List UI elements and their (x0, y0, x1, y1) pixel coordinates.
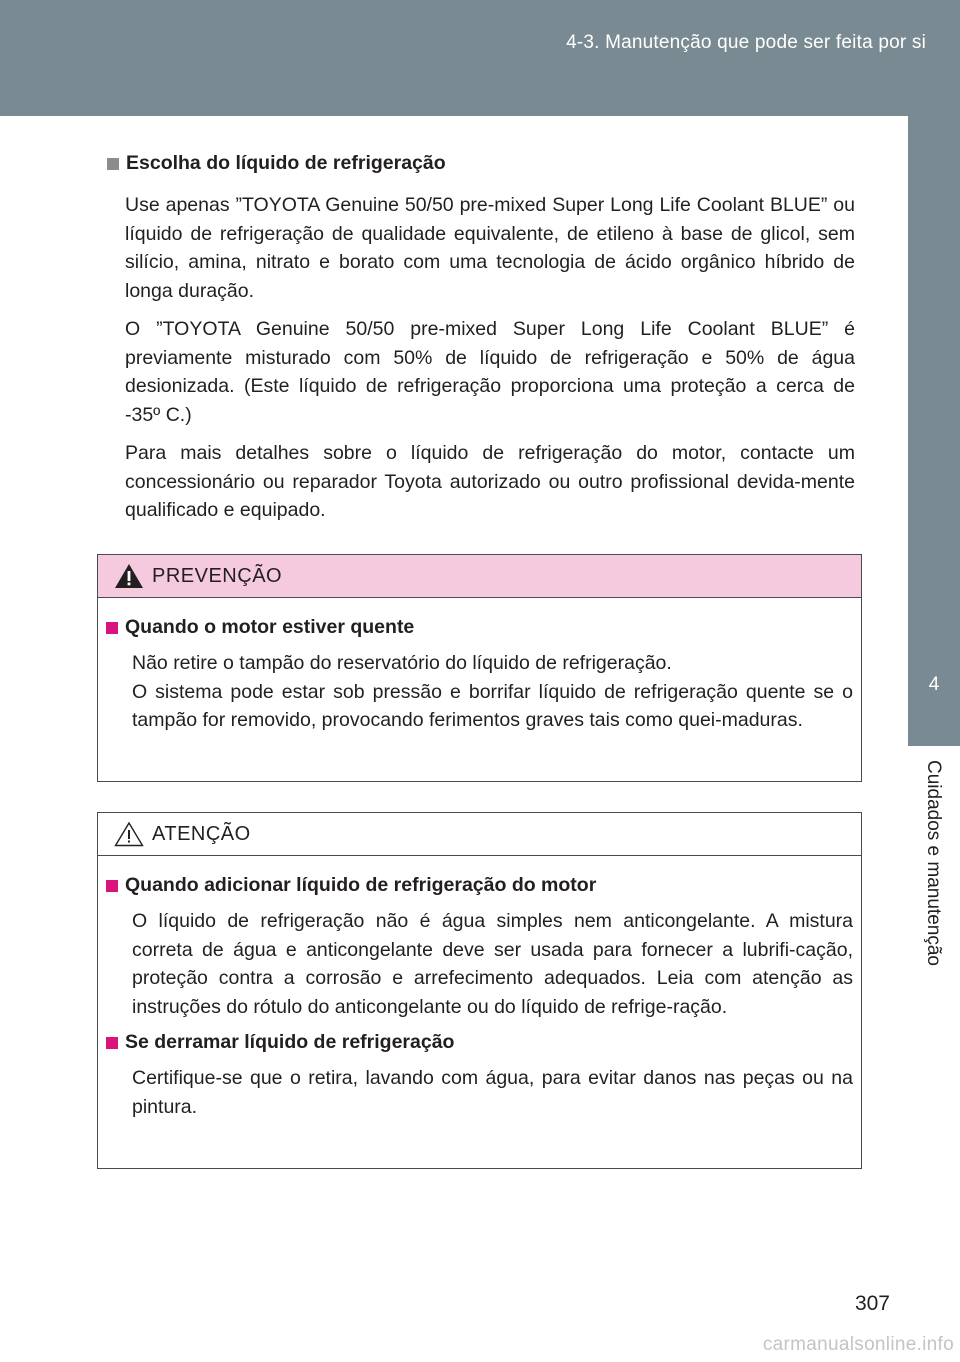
caution-heading-text: Quando adicionar líquido de refrigeração do motor (125, 874, 597, 896)
section-title: 4-3. Manutenção que pode ser feita por si (566, 32, 926, 53)
caution-box-title: ATENÇÃO (152, 822, 251, 845)
square-bullet-icon (106, 622, 118, 634)
warning-paragraph: Não retire o tampão do reservatório do líquido de refrigeração. O sistema pode estar sob pressão e borrifar líquido de refrigeração quente se o tampão for removido, provocando ferimentos graves tais como quei-maduras. (132, 652, 853, 731)
section-heading (107, 152, 855, 175)
chapter-number: 4 (928, 674, 940, 695)
warning-triangle-icon (114, 563, 144, 589)
paragraph: Use apenas ”TOYOTA Genuine 50/50 pre-mixed Super Long Life Coolant BLUE” ou líquido de refrigeração de qualidade equivalente, de etileno à base de glicol, sem silício, amina, nitrato e borato com uma tecnologia de ácido orgânico híbrido de longa duração. (125, 194, 855, 302)
warning-box-body (98, 598, 861, 757)
warning-box (97, 554, 862, 782)
page-number: 307 (854, 1292, 890, 1315)
caution-heading (106, 874, 853, 897)
chapter-label-area (908, 750, 960, 990)
caution-heading (106, 1031, 853, 1054)
caution-box (97, 812, 862, 1169)
square-bullet-icon (106, 1037, 118, 1049)
caution-paragraph: Certifique-se que o retira, lavando com água, para evitar danos nas peças ou na pintura. (132, 1067, 853, 1118)
warning-box-title: PREVENÇÃO (152, 564, 283, 587)
coolant-selection-section (107, 152, 855, 535)
caution-box-header (98, 813, 861, 856)
square-bullet-icon (106, 880, 118, 892)
section-heading-text: Escolha do líquido de refrigeração (126, 152, 446, 174)
chapter-tab (908, 116, 960, 746)
paragraph: O ”TOYOTA Genuine 50/50 pre-mixed Super Long Life Coolant BLUE” é previamente misturado com 50% de líquido de refrigeração e 50% de água desionizada. (Este líquido de refrigeração proporciona uma proteção a cerca de -35º C.) (125, 318, 855, 426)
chapter-label: Cuidados e manutenção (923, 760, 944, 966)
warning-heading (106, 616, 853, 639)
caution-box-body (98, 856, 861, 1143)
caution-heading-text: Se derramar líquido de refrigeração (125, 1031, 455, 1053)
caution-paragraph: O líquido de refrigeração não é água simples nem anticongelante. A mistura correta de água e anticongelante deve ser usada para fornecer a lubrifi-cação, proteção contra a corrosão e arrefecimento adequados. Leia com atenção as instruções do rótulo do anticongelante ou do líquido de refrige-ração. (132, 910, 853, 1018)
caution-triangle-icon (114, 821, 144, 847)
watermark: carmanualsonline.info (762, 1334, 954, 1355)
square-bullet-icon (107, 158, 119, 170)
paragraph: Para mais detalhes sobre o líquido de refrigeração do motor, contacte um concessionário ou reparador Toyota autorizado ou outro profissional devida-mente qualificado e equipado. (125, 442, 855, 521)
page-header (0, 0, 960, 116)
warning-heading-text: Quando o motor estiver quente (125, 616, 415, 638)
warning-box-header (98, 555, 861, 598)
